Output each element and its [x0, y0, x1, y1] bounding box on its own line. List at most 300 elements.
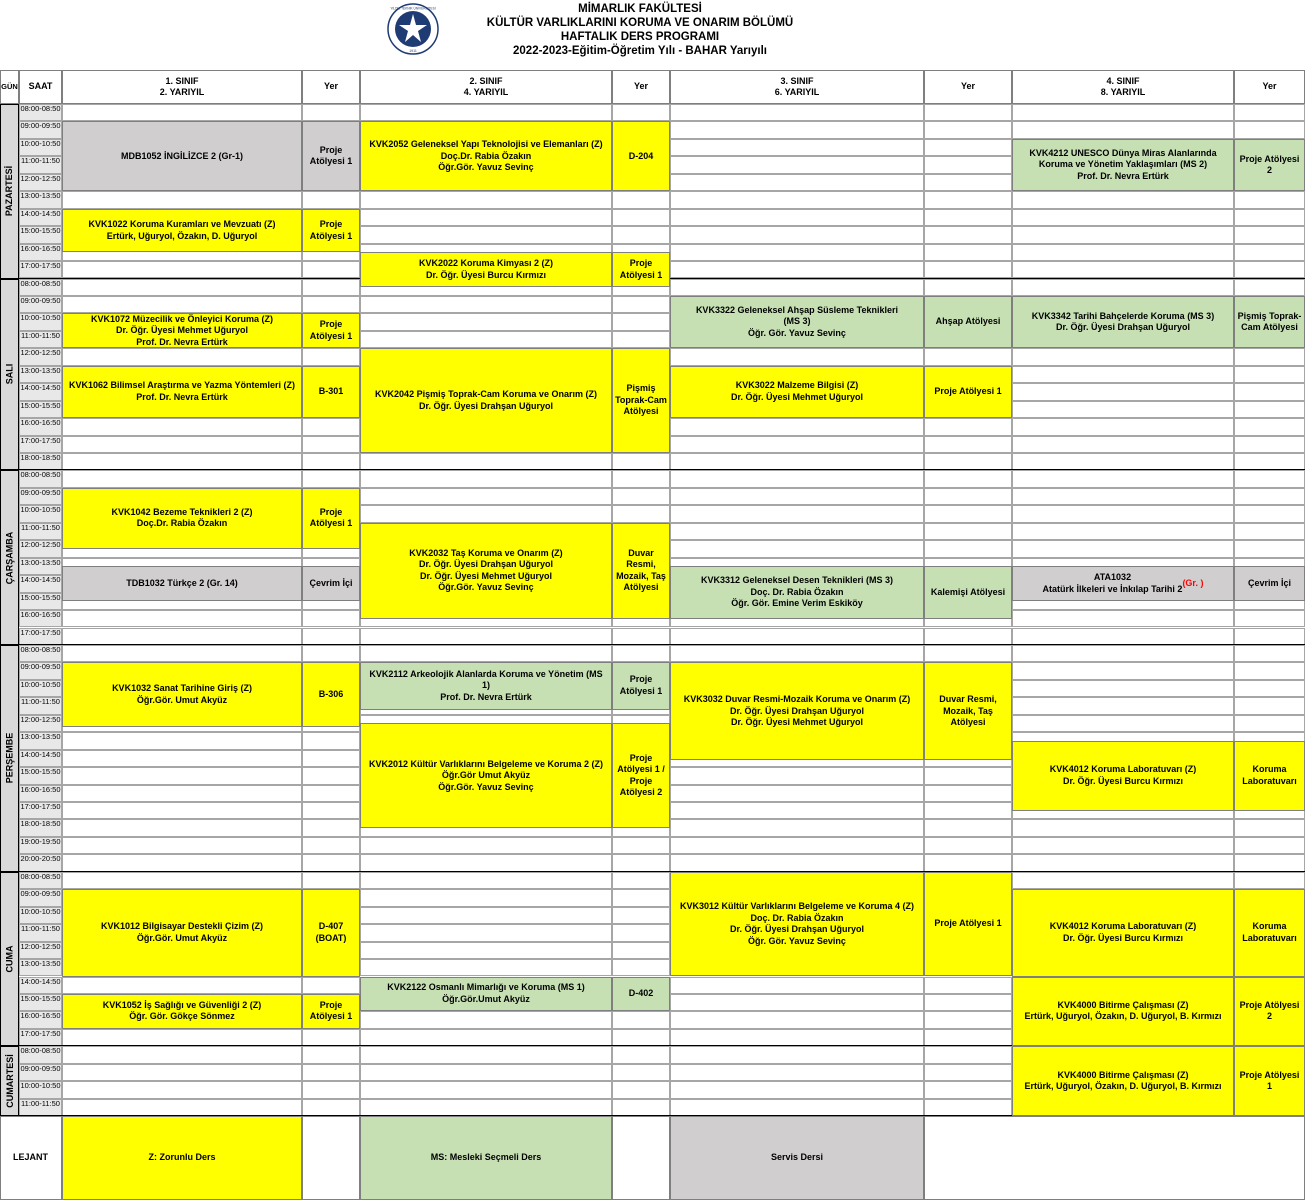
empty-cell	[302, 732, 360, 749]
empty-cell	[1012, 261, 1234, 278]
empty-cell	[62, 279, 302, 296]
empty-cell	[1234, 680, 1305, 697]
empty-cell	[924, 156, 1012, 173]
course-place: Proje Atölyesi 1	[302, 994, 360, 1029]
empty-cell	[924, 121, 1012, 138]
empty-cell	[924, 104, 1012, 121]
empty-cell	[302, 628, 360, 645]
course-cell[interactable]: KVK1052 İş Sağlığı ve Güvenliği 2 (Z) Öğr. Gör. Gökçe Sönmez	[62, 994, 302, 1029]
svg-text:YILDIZ TEKNİK ÜNİVERSİTESİ: YILDIZ TEKNİK ÜNİVERSİTESİ	[390, 6, 436, 11]
empty-cell	[1012, 645, 1234, 662]
empty-cell	[360, 854, 612, 871]
course-cell[interactable]: KVK1072 Müzecilik ve Önleyici Koruma (Z) Dr. Öğr. Üyesi Mehmet Uğuryol Prof. Dr. Nevra Ertürk	[62, 313, 302, 348]
empty-cell	[62, 1064, 302, 1081]
empty-cell	[360, 837, 612, 854]
time-slot: 16:00-16:50	[19, 244, 62, 261]
course-cell[interactable]: KVK2052 Geleneksel Yapı Teknolojisi ve Elemanları (Z) Doç.Dr. Rabia Özakın Öğr.Gör. Yavuz Sevinç	[360, 121, 612, 191]
empty-cell	[302, 750, 360, 767]
empty-cell	[924, 348, 1012, 365]
empty-cell	[302, 872, 360, 889]
empty-cell	[670, 994, 924, 1011]
course-place: Proje Atölyesi 1	[612, 252, 670, 287]
empty-cell	[924, 785, 1012, 802]
column-header-time: SAAT	[19, 70, 62, 104]
empty-cell	[1234, 523, 1305, 540]
empty-cell	[360, 488, 612, 505]
empty-cell	[1234, 662, 1305, 679]
time-slot: 08:00-08:50	[19, 104, 62, 121]
course-cell[interactable]: KVK3342 Tarihi Bahçelerde Koruma (MS 3) Dr. Öğr. Üyesi Drahşan Uğuryol	[1012, 296, 1234, 348]
course-cell[interactable]: KVK4000 Bitirme Çalışması (Z) Ertürk, Uğuryol, Özakın, D. Uğuryol, B. Kırmızı	[1012, 1046, 1234, 1116]
empty-cell	[302, 191, 360, 208]
empty-cell	[1234, 819, 1305, 836]
empty-cell	[62, 1081, 302, 1098]
empty-cell	[62, 819, 302, 836]
time-slot: 12:00-12:50	[19, 942, 62, 959]
empty-cell	[670, 540, 924, 557]
empty-cell	[1234, 366, 1305, 383]
time-slot: 10:00-10:50	[19, 505, 62, 522]
empty-cell	[1012, 244, 1234, 261]
empty-cell	[302, 767, 360, 784]
course-place: Çevrim İçi	[302, 566, 360, 601]
empty-cell	[302, 1099, 360, 1116]
program-title: HAFTALIK DERS PROGRAMI	[560, 31, 720, 43]
empty-cell	[924, 523, 1012, 540]
empty-cell	[62, 191, 302, 208]
empty-cell	[360, 959, 612, 976]
empty-cell	[1234, 628, 1305, 645]
empty-cell	[670, 279, 924, 296]
course-place: Koruma Laboratuvarı	[1234, 889, 1305, 976]
empty-cell	[924, 1046, 1012, 1063]
time-slot: 09:00-09:50	[19, 121, 62, 138]
time-slot: 13:00-13:50	[19, 959, 62, 976]
empty-cell	[612, 1064, 670, 1081]
empty-cell	[1012, 854, 1234, 871]
empty-cell	[360, 907, 612, 924]
empty-cell	[302, 819, 360, 836]
course-place: D-402	[612, 977, 670, 1012]
empty-cell	[1012, 628, 1234, 645]
empty-cell	[302, 837, 360, 854]
empty-cell	[612, 924, 670, 941]
empty-cell	[924, 453, 1012, 470]
course-cell[interactable]: KVK3022 Malzeme Bilgisi (Z) Dr. Öğr. Üyesi Mehmet Uğuryol	[670, 366, 924, 418]
empty-cell	[1234, 279, 1305, 296]
empty-cell	[670, 1029, 924, 1046]
course-cell[interactable]: TDB1032 Türkçe 2 (Gr. 14)	[62, 566, 302, 601]
empty-cell	[670, 453, 924, 470]
course-cell[interactable]: KVK2122 Osmanlı Mimarlığı ve Koruma (MS 1) Öğr.Gör.Umut Akyüz	[360, 977, 612, 1012]
empty-cell	[924, 174, 1012, 191]
semester-title: 2022-2023-Eğitim-Öğretim Yılı - BAHAR Yarıyılı	[513, 45, 767, 57]
empty-cell	[360, 1099, 612, 1116]
time-slot: 12:00-12:50	[19, 348, 62, 365]
empty-cell	[62, 837, 302, 854]
empty-cell	[302, 436, 360, 453]
time-slot: 10:00-10:50	[19, 680, 62, 697]
empty-cell	[924, 767, 1012, 784]
course-place: B-306	[302, 662, 360, 727]
course-place: Proje Atölyesi 1	[924, 366, 1012, 418]
empty-cell	[670, 191, 924, 208]
empty-cell	[670, 470, 924, 487]
course-place: Proje Atölyesi 1	[612, 662, 670, 709]
time-slot: 13:00-13:50	[19, 366, 62, 383]
empty-cell	[670, 1081, 924, 1098]
course-cell[interactable]: KVK3012 Kültür Varlıklarını Belgeleme ve Koruma 4 (Z) Doç. Dr. Rabia Özakın Dr. Öğr. Üyesi Drahşan Uğuryol Öğr. Gör. Yavuz Sevinç	[670, 872, 924, 977]
time-slot: 14:00-14:50	[19, 750, 62, 767]
course-cell[interactable]: KVK1012 Bilgisayar Destekli Çizim (Z) Öğr.Gör. Umut Akyüz	[62, 889, 302, 976]
empty-cell	[360, 1011, 612, 1028]
time-slot: 18:00-18:50	[19, 819, 62, 836]
time-slot: 13:00-13:50	[19, 191, 62, 208]
empty-cell	[302, 296, 360, 313]
empty-cell	[360, 470, 612, 487]
empty-cell	[360, 331, 612, 348]
empty-cell	[924, 209, 1012, 226]
legend-elective: MS: Mesleki Seçmeli Ders	[360, 1116, 612, 1200]
empty-cell	[62, 645, 302, 662]
course-cell[interactable]: KVK1042 Bezeme Teknikleri 2 (Z) Doç.Dr. Rabia Özakın	[62, 488, 302, 549]
empty-cell	[670, 523, 924, 540]
time-slot: 17:00-17:50	[19, 1029, 62, 1046]
empty-cell	[612, 645, 670, 662]
empty-cell	[924, 819, 1012, 836]
time-slot: 09:00-09:50	[19, 889, 62, 906]
time-slot: 16:00-16:50	[19, 1011, 62, 1028]
time-slot: 09:00-09:50	[19, 1064, 62, 1081]
empty-cell	[302, 610, 360, 627]
empty-cell	[360, 872, 612, 889]
course-cell[interactable]: KVK2012 Kültür Varlıklarını Belgeleme ve Koruma 2 (Z) Öğr.Gör Umut Akyüz Öğr.Gör. Yavuz Sevinç	[360, 723, 612, 828]
empty-cell	[670, 977, 924, 994]
day-name: CUMARTESİ	[4, 1054, 15, 1108]
time-slot: 13:00-13:50	[19, 732, 62, 749]
column-header-place-3: Yer	[924, 70, 1012, 104]
empty-cell	[924, 854, 1012, 871]
empty-cell	[302, 785, 360, 802]
course-place: Duvar Resmi, Mozaik, Taş Atölyesi	[612, 523, 670, 619]
column-header-class-1: 1. SINIF 2. YARIYIL	[62, 70, 302, 104]
empty-cell	[302, 1081, 360, 1098]
empty-cell	[612, 837, 670, 854]
day-name: CUMA	[4, 945, 15, 973]
empty-cell	[612, 942, 670, 959]
day-name: ÇARŞAMBA	[4, 531, 15, 584]
course-cell[interactable]: MDB1052 İNGİLİZCE 2 (Gr-1)	[62, 121, 302, 191]
empty-cell	[62, 628, 302, 645]
empty-cell	[360, 1046, 612, 1063]
column-header-place-4: Yer	[1234, 70, 1305, 104]
empty-cell	[62, 348, 302, 365]
empty-cell	[612, 453, 670, 470]
time-slot: 18:00-18:50	[19, 453, 62, 470]
empty-cell	[62, 418, 302, 435]
empty-cell	[62, 436, 302, 453]
course-cell[interactable]: KVK2022 Koruma Kimyası 2 (Z) Dr. Öğr. Üyesi Burcu Kırmızı	[360, 252, 612, 287]
empty-cell	[924, 628, 1012, 645]
time-slot: 16:00-16:50	[19, 785, 62, 802]
empty-cell	[62, 296, 302, 313]
empty-cell	[1234, 121, 1305, 138]
empty-cell	[924, 1064, 1012, 1081]
empty-cell	[1012, 348, 1234, 365]
empty-cell	[1012, 488, 1234, 505]
empty-cell	[62, 767, 302, 784]
empty-cell	[302, 261, 360, 278]
empty-cell	[670, 1011, 924, 1028]
empty-cell	[670, 418, 924, 435]
empty-cell	[1234, 715, 1305, 732]
time-slot: 09:00-09:50	[19, 296, 62, 313]
empty-cell	[1012, 872, 1234, 889]
empty-cell	[670, 244, 924, 261]
course-place: Koruma Laboratuvarı	[1234, 741, 1305, 811]
time-slot: 13:00-13:50	[19, 558, 62, 575]
course-cell[interactable]: KVK2112 Arkeolojik Alanlarda Koruma ve Yönetim (MS 1) Prof. Dr. Nevra Ertürk	[360, 662, 612, 709]
empty-cell	[302, 1029, 360, 1046]
empty-cell	[924, 977, 1012, 994]
column-header-place-2: Yer	[612, 70, 670, 104]
empty-cell	[1012, 418, 1234, 435]
empty-cell	[302, 279, 360, 296]
empty-cell	[612, 872, 670, 889]
empty-cell	[612, 889, 670, 906]
course-place: Proje Atölyesi 1	[924, 872, 1012, 977]
course-place: Çevrim İçi	[1234, 566, 1305, 601]
empty-cell	[1234, 872, 1305, 889]
empty-cell	[924, 1011, 1012, 1028]
course-cell[interactable]: KVK1032 Sanat Tarihine Giriş (Z) Öğr.Gör. Umut Akyüz	[62, 662, 302, 727]
empty-cell	[302, 418, 360, 435]
time-slot: 19:00-19:50	[19, 837, 62, 854]
empty-cell	[1012, 226, 1234, 243]
empty-cell	[670, 261, 924, 278]
course-cell[interactable]: KVK4012 Koruma Laboratuvarı (Z) Dr. Öğr. Üyesi Burcu Kırmızı	[1012, 889, 1234, 976]
svg-text:1911: 1911	[409, 49, 417, 53]
course-cell[interactable]: KVK1062 Bilimsel Araştırma ve Yazma Yöntemleri (Z) Prof. Dr. Nevra Ertürk	[62, 366, 302, 418]
time-slot: 15:00-15:50	[19, 401, 62, 418]
empty-cell	[612, 470, 670, 487]
empty-cell	[612, 1099, 670, 1116]
empty-cell	[360, 226, 612, 243]
time-slot: 17:00-17:50	[19, 628, 62, 645]
empty-cell	[612, 191, 670, 208]
empty-cell	[62, 1099, 302, 1116]
empty-cell	[924, 226, 1012, 243]
empty-cell	[1012, 540, 1234, 557]
course-place: Proje Atölyesi 2	[1234, 139, 1305, 191]
empty-cell	[1234, 244, 1305, 261]
course-cell[interactable]: KVK3312 Geleneksel Desen Teknikleri (MS 3) Doç. Dr. Rabia Özakın Öğr. Gör. Emine Verim Eskiköy	[670, 566, 924, 618]
course-cell[interactable]: KVK4000 Bitirme Çalışması (Z) Ertürk, Uğuryol, Özakın, D. Uğuryol, B. Kırmızı	[1012, 977, 1234, 1047]
empty-cell	[1234, 488, 1305, 505]
course-cell[interactable]: ATA1032 Atatürk İlkeleri ve İnkılap Tarihi 2 (Gr. )	[1012, 566, 1234, 601]
empty-cell	[1234, 226, 1305, 243]
time-slot: 10:00-10:50	[19, 907, 62, 924]
empty-cell	[1234, 261, 1305, 278]
empty-cell	[924, 418, 1012, 435]
empty-cell	[360, 209, 612, 226]
empty-cell	[360, 628, 612, 645]
empty-cell	[924, 488, 1012, 505]
day-label	[0, 1046, 19, 1116]
column-header-class-4: 4. SINIF 8. YARIYIL	[1012, 70, 1234, 104]
course-cell[interactable]: KVK4012 Koruma Laboratuvarı (Z) Dr. Öğr. Üyesi Burcu Kırmızı	[1012, 741, 1234, 811]
empty-cell	[1012, 191, 1234, 208]
empty-cell	[1234, 209, 1305, 226]
empty-cell	[924, 139, 1012, 156]
time-slot: 10:00-10:50	[19, 313, 62, 330]
empty-cell	[1012, 470, 1234, 487]
time-slot: 08:00-08:50	[19, 1046, 62, 1063]
group-note: (Gr. )	[1182, 578, 1204, 589]
empty-cell	[1234, 453, 1305, 470]
course-cell[interactable]: KVK4212 UNESCO Dünya Miras Alanlarında Koruma ve Yönetim Yaklaşımları (MS 2) Prof. Dr. Nevra Ertürk	[1012, 139, 1234, 191]
time-slot: 08:00-08:50	[19, 645, 62, 662]
empty-cell	[924, 436, 1012, 453]
empty-cell	[670, 802, 924, 819]
empty-cell	[670, 785, 924, 802]
course-place: Kalemişi Atölyesi	[924, 566, 1012, 618]
legend-compulsory: Z: Zorunlu Ders	[62, 1116, 302, 1200]
course-place: Pişmiş Toprak- Cam Atölyesi	[1234, 296, 1305, 348]
empty-cell	[302, 1064, 360, 1081]
column-header-class-3: 3. SINIF 6. YARIYIL	[670, 70, 924, 104]
empty-cell	[360, 942, 612, 959]
empty-cell	[62, 104, 302, 121]
legend-label: LEJANT	[0, 1116, 62, 1200]
empty-cell	[62, 453, 302, 470]
empty-cell	[302, 1046, 360, 1063]
time-slot: 12:00-12:50	[19, 540, 62, 557]
time-slot: 15:00-15:50	[19, 994, 62, 1011]
empty-cell	[62, 1046, 302, 1063]
legend-blank	[302, 1116, 360, 1200]
empty-cell	[1012, 523, 1234, 540]
course-place: Proje Atölyesi 1	[302, 121, 360, 191]
empty-cell	[360, 191, 612, 208]
empty-cell	[62, 732, 302, 749]
course-cell[interactable]: KVK2042 Pişmiş Toprak-Cam Koruma ve Onarım (Z) Dr. Öğr. Üyesi Drahşan Uğuryol	[360, 348, 612, 453]
empty-cell	[670, 1064, 924, 1081]
empty-cell	[1234, 610, 1305, 627]
empty-cell	[924, 191, 1012, 208]
empty-cell	[670, 645, 924, 662]
empty-cell	[670, 104, 924, 121]
empty-cell	[924, 645, 1012, 662]
time-slot: 14:00-14:50	[19, 575, 62, 592]
course-place: Proje Atölyesi 2	[1234, 977, 1305, 1047]
legend-blank	[924, 1116, 1305, 1200]
empty-cell	[1234, 645, 1305, 662]
empty-cell	[62, 470, 302, 487]
empty-cell	[1012, 715, 1234, 732]
empty-cell	[924, 837, 1012, 854]
time-slot: 08:00-08:50	[19, 872, 62, 889]
empty-cell	[924, 1099, 1012, 1116]
column-header-place-1: Yer	[302, 70, 360, 104]
empty-cell	[612, 1029, 670, 1046]
empty-cell	[612, 226, 670, 243]
empty-cell	[612, 209, 670, 226]
time-slot: 08:00-08:50	[19, 279, 62, 296]
empty-cell	[670, 819, 924, 836]
empty-cell	[360, 645, 612, 662]
empty-cell	[670, 837, 924, 854]
day-label	[0, 470, 19, 645]
empty-cell	[670, 139, 924, 156]
time-slot: 11:00-11:50	[19, 1099, 62, 1116]
empty-cell	[1012, 662, 1234, 679]
course-cell[interactable]: KVK2032 Taş Koruma ve Onarım (Z) Dr. Öğr. Üyesi Drahşan Uğuryol Dr. Öğr. Üyesi Mehmet Uğuryol Öğr.Gör. Yavuz Sevinç	[360, 523, 612, 619]
empty-cell	[612, 907, 670, 924]
empty-cell	[670, 436, 924, 453]
empty-cell	[1012, 453, 1234, 470]
time-slot: 20:00-20:50	[19, 854, 62, 871]
empty-cell	[612, 488, 670, 505]
empty-cell	[302, 453, 360, 470]
time-slot: 10:00-10:50	[19, 1081, 62, 1098]
empty-cell	[1234, 854, 1305, 871]
empty-cell	[670, 1099, 924, 1116]
empty-cell	[1234, 348, 1305, 365]
empty-cell	[670, 121, 924, 138]
course-place: D-204	[612, 121, 670, 191]
legend-blank	[612, 1116, 670, 1200]
empty-cell	[924, 540, 1012, 557]
empty-cell	[924, 994, 1012, 1011]
empty-cell	[1234, 470, 1305, 487]
course-place: Proje Atölyesi 1 / Proje Atölyesi 2	[612, 723, 670, 828]
empty-cell	[670, 348, 924, 365]
time-slot: 09:00-09:50	[19, 662, 62, 679]
empty-cell	[62, 750, 302, 767]
empty-cell	[1012, 505, 1234, 522]
empty-cell	[924, 470, 1012, 487]
course-cell[interactable]: KVK3032 Duvar Resmi-Mozaik Koruma ve Onarım (Z) Dr. Öğr. Üyesi Drahşan Uğuryol Dr. Öğr. Üyesi Mehmet Uğuryol	[670, 662, 924, 760]
empty-cell	[612, 1011, 670, 1028]
time-slot: 16:00-16:50	[19, 418, 62, 435]
empty-cell	[302, 104, 360, 121]
time-slot: 17:00-17:50	[19, 261, 62, 278]
empty-cell	[924, 261, 1012, 278]
course-place: Proje Atölyesi 1	[302, 313, 360, 348]
empty-cell	[1012, 401, 1234, 418]
course-cell[interactable]: KVK3322 Geleneksel Ahşap Süsleme Teknikleri (MS 3) Öğr. Gör. Yavuz Sevinç	[670, 296, 924, 348]
empty-cell	[1234, 418, 1305, 435]
empty-cell	[1234, 436, 1305, 453]
empty-cell	[612, 296, 670, 313]
empty-cell	[302, 977, 360, 994]
course-place: Pişmiş Toprak-Cam Atölyesi	[612, 348, 670, 453]
empty-cell	[302, 348, 360, 365]
time-slot: 10:00-10:50	[19, 139, 62, 156]
time-slot: 11:00-11:50	[19, 156, 62, 173]
empty-cell	[1234, 697, 1305, 714]
time-slot: 14:00-14:50	[19, 383, 62, 400]
time-slot: 15:00-15:50	[19, 767, 62, 784]
time-slot: 17:00-17:50	[19, 802, 62, 819]
course-cell[interactable]: KVK1022 Koruma Kuramları ve Mevzuatı (Z) Ertürk, Uğuryol, Özakın, D. Uğuryol	[62, 209, 302, 253]
time-slot: 14:00-14:50	[19, 977, 62, 994]
empty-cell	[612, 505, 670, 522]
empty-cell	[1012, 383, 1234, 400]
empty-cell	[670, 226, 924, 243]
empty-cell	[62, 1029, 302, 1046]
